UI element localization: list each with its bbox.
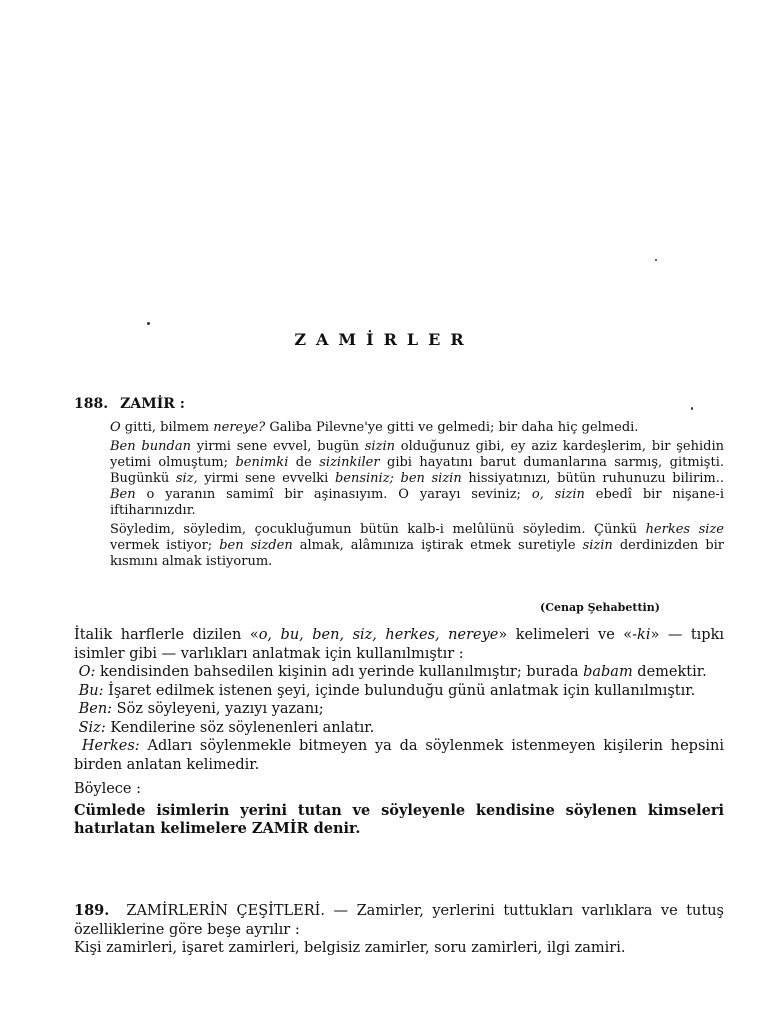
boylece-label: Böylece :: [74, 781, 141, 797]
page-title: ZAMİRLER: [294, 330, 474, 349]
quote-attribution: (Cenap Şehabettin): [540, 601, 660, 614]
definition-herkes: Herkes: Adları söylenmekle bitmeyen ya da söylenmek istenmeyen kişilerin hepsini birden anlatan kelimedir.: [74, 738, 725, 773]
definition-ben: Ben: Söz söyleyeni, yazıyı yazanı;: [78, 701, 324, 717]
section-189-intro: 189. ZAMİRLERİN ÇEŞİTLERİ. — Zamirler, yerlerini tuttukları varlıklara ve tutuş özelliklerine göre beşe ayrılır :: [74, 902, 724, 938]
section-title: ZAMİR :: [120, 396, 185, 412]
speck: [691, 407, 693, 410]
pronoun-types-list: Kişi zamirleri, işaret zamirleri, belgisiz zamirler, soru zamirleri, ilgi zamiri.: [74, 940, 626, 956]
body-text: [74, 626, 724, 839]
definition-siz: Siz: Kendilerine söz söylenenleri anlatır.: [78, 719, 375, 736]
speck: [147, 322, 150, 325]
quote-paragraph-2: Ben bundan yirmi sene evvel, bugün sizin olduğunuz gibi, ey aziz kardeşlerim, bir şehidin yetimi olmuştum; benimki de sizinkiler gibi hayatını barut dumanlarına sarmış, gitmişti. Bugünkü siz, yirmi sene evvelki bensiniz; ben sizin hissiyatınızı, bütün ruhunuzu bilirim.. Ben o yaranın samimî bir aşinasıyım. O yarayı seviniz; o, sizin ebedî bir nişane-i iftiharınızdır.: [110, 439, 725, 518]
zamir-definition: Cümlede isimlerin yerini tutan ve söyleyenle kendisine söylenen kimseleri hatırlatan kelimelere ZAMİR denir.: [74, 801, 724, 837]
intro-paragraph: İtalik harflerle dizilen «o, bu, ben, siz, herkes, nereye» kelimeleri ve «-ki» — tıpkı isimler gibi — varlıkları anlatmak için kullanılmıştır :: [74, 627, 725, 662]
section-title: ZAMİRLERİN ÇEŞİTLERİ.: [126, 903, 326, 919]
quote-paragraph-3: Söyledim, söyledim, çocukluğumun bütün kalb-i melûlünü söyledim. Çünkü herkes size vermek istiyor; ben sizden almak, alâmınıza iştirak etmek suretiyle sizin derdinizden bir kısmını almak istiyorum.: [110, 522, 725, 569]
definition-bu: Bu: İşaret edilmek istenen şeyi, içinde bulunduğu günü anlatmak için kullanılmıştır.: [78, 682, 696, 699]
section-number: 188.: [74, 396, 109, 412]
section-number: 189.: [74, 902, 110, 919]
section-188-heading: [74, 396, 185, 412]
definition-o: O: kendisinden bahsedilen kişinin adı yerinde kullanılmıştır; burada babam demektir.: [78, 664, 707, 680]
section-189: [74, 902, 724, 958]
quotation-block: [96, 420, 724, 573]
quote-paragraph-1: O gitti, bilmem nereye? Galiba Pilevne'ye gitti ve gelmedi; bir daha hiç gelmedi.: [110, 420, 639, 435]
speck: [655, 259, 657, 261]
